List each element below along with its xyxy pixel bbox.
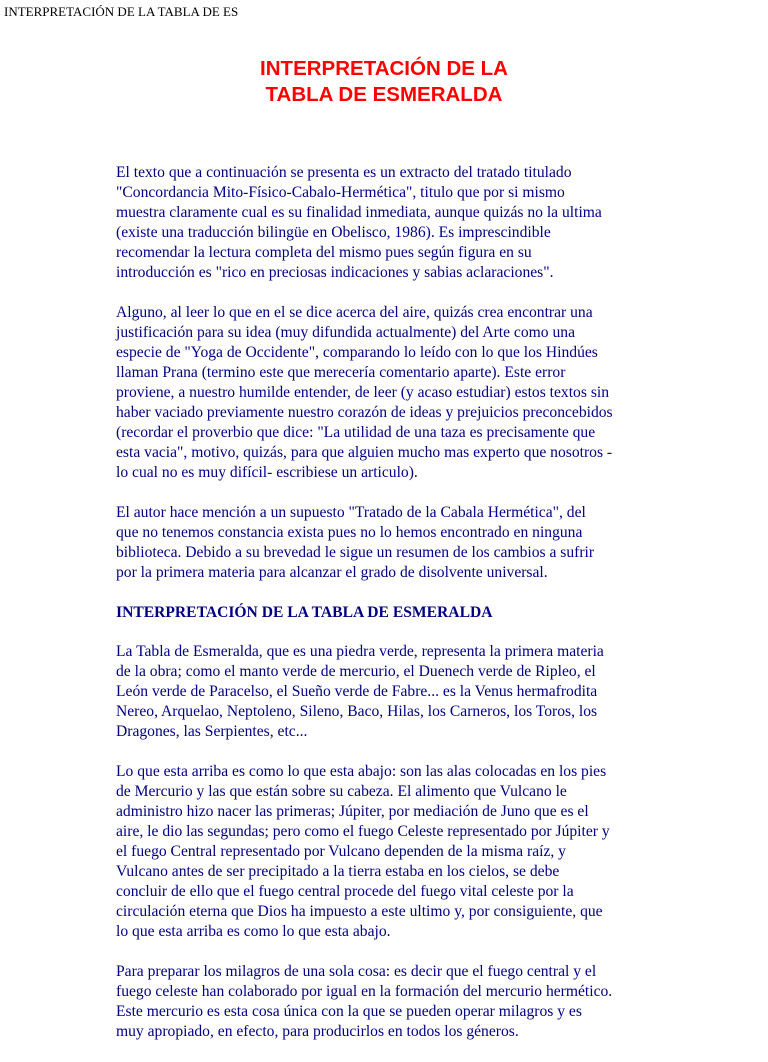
paragraph-line: haber vaciado previamente nuestro corazón de ideas y prejuicios preconcebidos [116,404,613,421]
paragraph-line: Este mercurio es esta cosa única con la que se pueden operar milagros y es [116,1003,582,1020]
body-paragraph [116,962,656,1042]
paragraph-line: Para preparar los milagros de una sola cosa: es decir que el fuego central y el [116,963,597,980]
section-paragraphs [116,642,656,1042]
paragraph-line: fuego celeste han colaborado por igual en la formación del mercurio hermético. [116,983,613,1000]
paragraph-line: llaman Prana (termino este que merecería comentario aparte). Este error [116,364,566,381]
paragraph-line: El autor hace mención a un supuesto "Tratado de la Cabala Hermética", del [116,504,586,521]
paragraph-line: lo que esta arriba es como lo que esta abajo. [116,923,391,940]
paragraph-line: de Mercurio y las que están sobre su cabeza. El alimento que Vulcano le [116,783,567,800]
body-paragraph [116,762,656,942]
paragraph-line: Dragones, las Serpientes, etc... [116,723,308,740]
paragraph-line: (recordar el proverbio que dice: "La utilidad de una taza es precisamente que [116,424,596,441]
body-paragraph [116,163,656,283]
paragraph-line: León verde de Paracelso, el Sueño verde de Fabre... es la Venus hermafrodita [116,683,598,700]
paragraph-line: el fuego Central representado por Vulcano dependen de la misma raíz, y [116,843,566,860]
body-paragraph [116,642,656,742]
paragraph-line: recomendar la lectura completa del mismo pues según figura en su [116,244,532,261]
paragraph-line: especie de "Yoga de Occidente", comparando lo leído con lo que los Hindúes [116,344,598,361]
paragraph-line: Vulcano antes de ser precipitado a la tierra estaba en los cielos, se debe [116,863,560,880]
paragraph-line: aire, le dio las segundas; pero como el fuego Celeste representado por Júpiter y [116,823,610,840]
paragraph-line: que no tenemos constancia exista pues no lo hemos encontrado en ninguna [116,524,583,541]
document-body [116,163,656,1062]
paragraph-line: por la primera materia para alcanzar el grado de disolvente universal. [116,564,548,581]
paragraph-line: Lo que esta arriba es como lo que esta abajo: son las alas colocadas en los pies [116,763,607,780]
paragraph-line: La Tabla de Esmeralda, que es una piedra verde, representa la primera materia [116,643,604,660]
document-title [0,56,768,108]
paragraph-line: justificación para su idea (muy difundida actualmente) del Arte como una [116,324,575,341]
document-title-line-1: INTERPRETACIÓN DE LA [260,57,508,80]
paragraph-line: proviene, a nuestro humilde entender, de leer (y acaso estudiar) estos textos sin [116,384,610,401]
paragraph-line: Nereo, Arquelao, Neptoleno, Sileno, Baco, Hilas, los Carneros, los Toros, los [116,703,598,720]
intro-paragraphs [116,163,656,583]
paragraph-line: circulación eterna que Dios ha impuesto a este ultimo y, por consiguiente, que [116,903,603,920]
document-title-line-2: TABLA DE ESMERALDA [265,83,503,106]
running-header: INTERPRETACIÓN DE LA TABLA DE ES [4,4,239,19]
paragraph-line: introducción es "rico en preciosas indicaciones y sabias aclaraciones". [116,264,554,281]
paragraph-line: muestra claramente cual es su finalidad inmediata, aunque quizás no la ultima [116,204,602,221]
paragraph-line: (existe una traducción bilingüe en Obelisco, 1986). Es imprescindible [116,224,551,241]
body-paragraph [116,303,656,483]
paragraph-line: lo cual no es muy difícil- escribiese un articulo). [116,464,418,481]
paragraph-line: "Concordancia Mito-Físico-Cabalo-Hermética", titulo que por si mismo [116,184,565,201]
paragraph-line: esta vacia", motivo, quizás, para que alguien mucho mas experto que nosotros - [116,444,613,461]
body-paragraph [116,503,656,583]
paragraph-line: El texto que a continuación se presenta es un extracto del tratado titulado [116,164,572,181]
paragraph-line: Alguno, al leer lo que en el se dice acerca del aire, quizás crea encontrar una [116,304,593,321]
paragraph-line: concluir de ello que el fuego central procede del fuego vital celeste por la [116,883,574,900]
paragraph-line: de la obra; como el manto verde de mercurio, el Duenech verde de Ripleo, el [116,663,596,680]
paragraph-line: biblioteca. Debido a su brevedad le sigue un resumen de los cambios a sufrir [116,544,595,561]
paragraph-line: administro hizo nacer las primeras; Júpiter, por mediación de Juno que es el [116,803,589,820]
paragraph-line: muy apropiado, en efecto, para producirlos en todos los géneros. [116,1023,519,1040]
section-heading: INTERPRETACIÓN DE LA TABLA DE ESMERALDA [116,604,493,621]
